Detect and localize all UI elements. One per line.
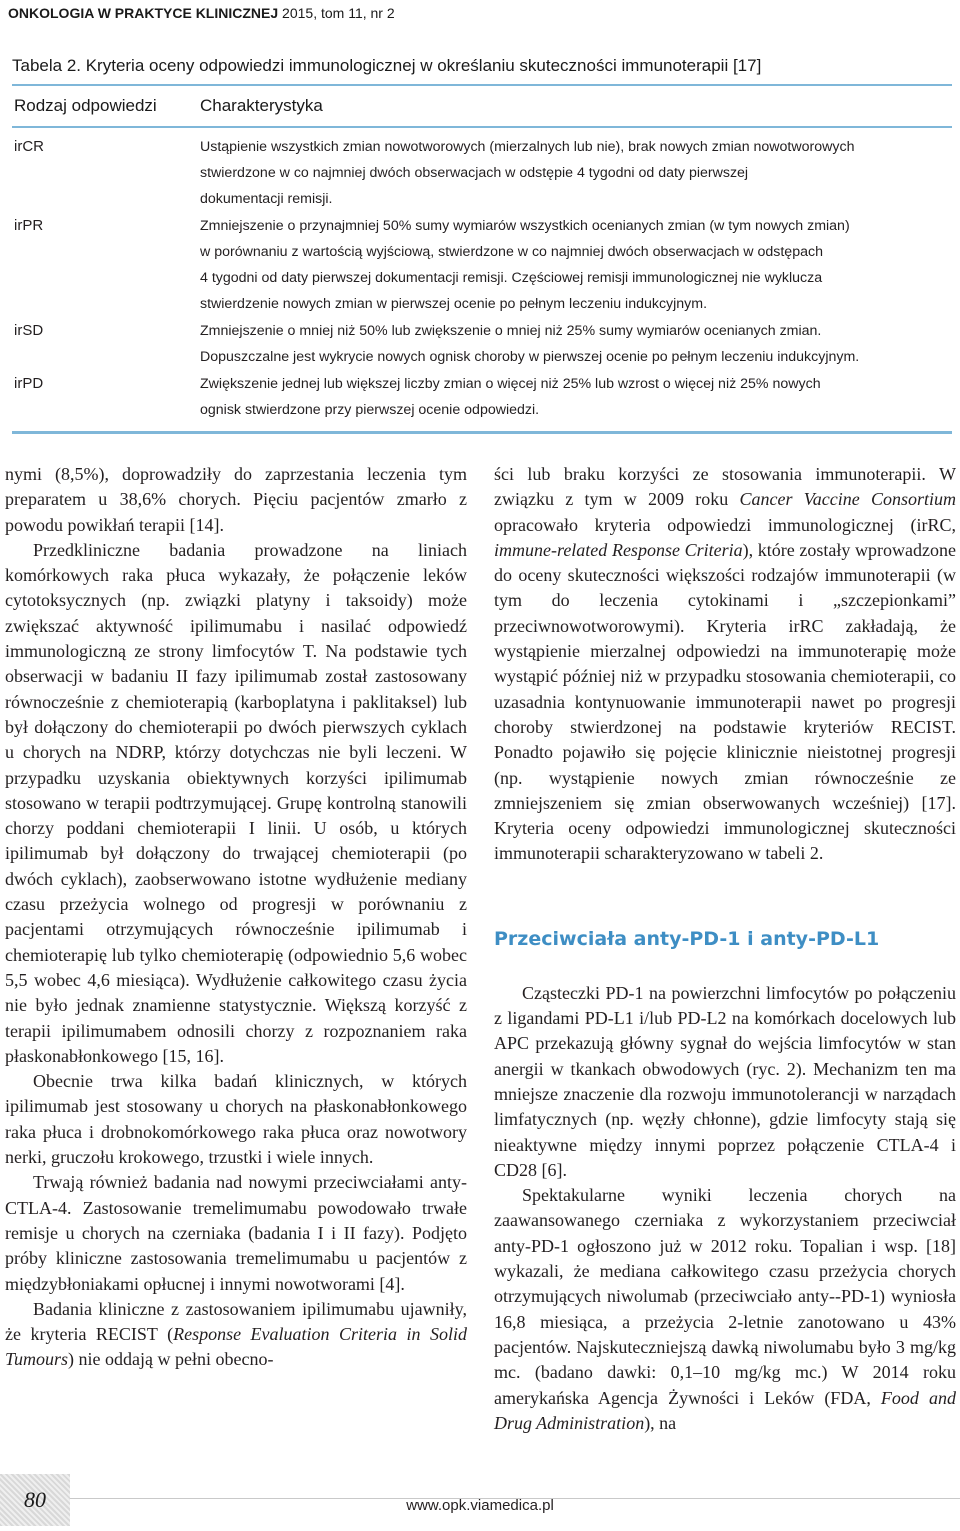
description-line: 4 tygodni od daty pierwszej dokumentacji remisji. Częściowej remisji immunologicznej nie wyklucza bbox=[200, 270, 823, 286]
table-caption: Tabela 2. Kryteria oceny odpowiedzi immunologicznej w określaniu skuteczności immunoterapii [17] bbox=[12, 56, 762, 75]
description-line: Zmniejszenie o mniej niż 50% lub zwiększenie o mniej niż 25% sumy wymiarów ocenianych zmian. bbox=[200, 323, 822, 339]
criteria-table bbox=[12, 84, 952, 434]
description-line: stwierdzone w co najmniej dwóch obserwacjach w odstępie 4 tygodni od daty pierwszej bbox=[200, 165, 749, 181]
paragraph: Cząsteczki PD-1 na powierzchni limfocytów po połączeniu z ligandami PD-L1 i/lub PD-L2 na komórkach docelowych lub APC przekazują główny sygnał do wejścia limfocytów w stan anergii w tkankach obwodowych (ryc. 2). Mechanizm ten ma mniejsze znaczenie dla rozwoju immunotolerancji w narządach limfatycznych (np. węzły chłonne), gdzie limfocyty stają się nieaktywne między innymi poprzez połączenie CTLA-4 i CD28 [6]. bbox=[494, 982, 956, 1180]
text-run: ), które zostały wprowadzone do oceny skuteczności większości rodzajów immunoterapii (w tym do leczenia cytokinami i „szczepionkami” przeciwnowotworowymi). Kryteria irRC zakładają, że wystąpienie mierzalnej odpowiedzi na immunoterapię może wystąpić później niż w przypadku stosowania chemioterapii, co uzasadnia kontynuowanie immunoterapii nawet po progresji choroby stwierdzonej na podstawie kryteriów RECIST. Ponadto pojawiło się pojęcie klinicznie nieistotnej progresji (np. wystąpienie nowych zmian równocześnie ze zmniejszeniem się zmian obserwowanych wcześniej) [17]. Kryteria oceny odpowiedzi immunologicznej skuteczności immunoterapii scharakteryzowano w tabeli 2. bbox=[494, 539, 956, 864]
text-run: ści lub braku korzyści ze stosowania immunoterapii. W związku z tym w 2009 roku bbox=[494, 464, 956, 510]
response-type: irCR bbox=[14, 138, 44, 155]
paragraph: Przedkliniczne badania prowadzone na liniach komórkowych raka płuca wykazały, że połączenie leków cytotoksycznych (np. związki platyny i taksoidy) może zwiększać aktywność ipilimumabu i nasilać odpowiedź immunologiczną ze strony limfocytów T. Na podstawie tych obserwacji w badaniu II fazy ipilimumab został zastosowany równocześnie z chemioterapią (karboplatyna i paklitaksel) lub był dołączony do chemioterapii po dwóch pierwszych cyklach u chorych na NDRP, którzy dotychczas nie byli leczeni. W przypadku uzyskania obiektywnych korzyści ipilimumab stosowano w terapii podtrzymującej. Grupę kontrolną stanowili chorzy poddani chemioterapii I linii. U osób, u których ipilimumab był dołączony do trwającej chemioterapii (po dwóch cyklach), zaobserwowano istotne wydłużenie mediany czasu przeżycia wolnego od progresji w porównaniu z pacjentami otrzymujących równocześnie ipilimumab i chemioterapię lub tylko chemioterapię (odpowiednio 5,6 wobec 5,5 wobec 4,6 miesiąca). Wydłużenie całkowitego czasu życia nie było jednak znamienne statystycznie. Większą korzyść z terapii ipilimumabem odnosili chorzy z rozpoznaniem raka płaskonabłonkowego [15, 16]. bbox=[5, 539, 467, 1066]
page-number: 80 bbox=[24, 1487, 46, 1512]
italic-term: Response Evaluation Criteria in Solid Tumours bbox=[5, 1324, 467, 1370]
text-run: Spektakularne wyniki leczenia chorych na zaawansowanego czerniaka z wykorzystaniem przeciwciał anty-PD-1 ogłoszono już w 2012 roku. Topalian i wsp. [18] wykazali, że mediana całkowitego czasu przeżycia chorych otrzymujących niwolumab (przeciwciało anty--PD-1) wyniosła 16,8 miesiąca, a przeżycia 2-letnie zanotowano u 43% pacjentów. Najskuteczniejszą dawką niwolumabu było 3 mg/kg mc. (badano dawki: 0,1–10 mg/kg mc.) W 2014 roku amerykańska Agencja Żywności i Leków (FDA, bbox=[494, 1185, 956, 1408]
response-type: irSD bbox=[14, 322, 44, 339]
text-run: ), na bbox=[644, 1412, 677, 1433]
left-text-column bbox=[5, 462, 467, 1373]
response-description bbox=[200, 213, 952, 317]
response-description bbox=[200, 134, 952, 212]
description-line: Zmniejszenie o przynajmniej 50% sumy wymiarów wszystkich ocenianych zmian (w tym nowych zmian) bbox=[200, 218, 850, 234]
table-header-rule bbox=[12, 126, 952, 128]
response-type: irPD bbox=[14, 375, 44, 392]
paragraph bbox=[494, 462, 956, 867]
table-bottom-rule bbox=[12, 431, 952, 434]
paragraph: Obecnie trwa kilka badań klinicznych, w których ipilimumab jest stosowany u chorych na płaskonabłonkowego raka płuca i drobnokomórkowego raka płuca oraz nowotwory nerki, gruczołu krokowego, trzustki i wiele innych. bbox=[5, 1071, 467, 1168]
table-row bbox=[12, 213, 952, 317]
footer-url: www.opk.viamedica.pl bbox=[406, 1497, 554, 1514]
paragraph: Trwają również badania nad nowymi przeciwciałami anty-CTLA-4. Zastosowanie tremelimumabu powodowało trwałe remisje u chorych na czerniaka (badania I i II fazy). Podjęto próby kliniczne zastosowania tremelimumabu u pacjentów z międzybłoniakami opłucnej i innymi nowotworami [4]. bbox=[5, 1172, 467, 1294]
table-header bbox=[12, 86, 952, 126]
response-type: irPR bbox=[14, 217, 44, 234]
paragraph bbox=[5, 1297, 467, 1373]
text-run: Badania kliniczne z zastosowaniem ipilimumabu ujawniły, że kryteria RECIST ( bbox=[5, 1298, 467, 1345]
description-line: Zwiększenie jednej lub większej liczby zmian o więcej niż 25% lub wzrost o więcej niż 25% nowych bbox=[200, 376, 821, 392]
paragraph: nymi (8,5%), doprowadziły do zaprzestania leczenia tym preparatem u 38,6% chorych. Pięciu pacjentów zmarło z powodu powikłań terapii [14]. bbox=[5, 464, 467, 535]
text-run: ) nie oddają w pełni obecno- bbox=[68, 1349, 274, 1370]
table-row bbox=[12, 318, 952, 370]
paragraph bbox=[494, 1183, 956, 1436]
description-line: Dopuszczalne jest wykrycie nowych ognisk choroby w pierwszej ocenie po pełnym leczeniu indukcyjnym. bbox=[200, 349, 860, 365]
description-line: w porównaniu z wartością wyjściową, stwierdzone w co najmniej dwóch obserwacjach w odstępach bbox=[200, 244, 823, 260]
journal-title: ONKOLOGIA W PRAKTYCE KLINICZNEJ bbox=[8, 5, 279, 21]
column-header-type: Rodzaj odpowiedzi bbox=[14, 96, 157, 115]
description-line: dokumentacji remisji. bbox=[200, 191, 333, 207]
description-line: ognisk stwierdzone przy pierwszej ocenie odpowiedzi. bbox=[200, 402, 540, 418]
column-header-description: Charakterystyka bbox=[200, 96, 323, 115]
description-line: Ustąpienie wszystkich zmian nowotworowych (mierzalnych lub nie), brak nowych zmian nowotworowych bbox=[200, 139, 855, 155]
journal-issue: 2015, tom 11, nr 2 bbox=[282, 5, 395, 21]
right-text-column bbox=[494, 462, 956, 1436]
italic-term: Cancer Vaccine Consortium bbox=[739, 489, 956, 510]
table-row bbox=[12, 134, 952, 212]
text-run: opracowało kryteria odpowiedzi immunologicznej (irRC, bbox=[494, 514, 956, 535]
italic-term: immune-related Response Criteria bbox=[494, 539, 743, 560]
italic-term: Food and Drug Administration bbox=[494, 1387, 956, 1433]
table-row bbox=[12, 371, 952, 423]
response-description bbox=[200, 318, 952, 370]
running-head bbox=[8, 2, 395, 24]
response-description bbox=[200, 371, 952, 423]
description-line: stwierdzenie nowych zmian w pierwszej ocenie po pełnym leczeniu indukcyjnym. bbox=[200, 296, 708, 312]
section-heading: Przeciwciała anty-PD-1 i anty-PD-L1 bbox=[494, 927, 880, 950]
